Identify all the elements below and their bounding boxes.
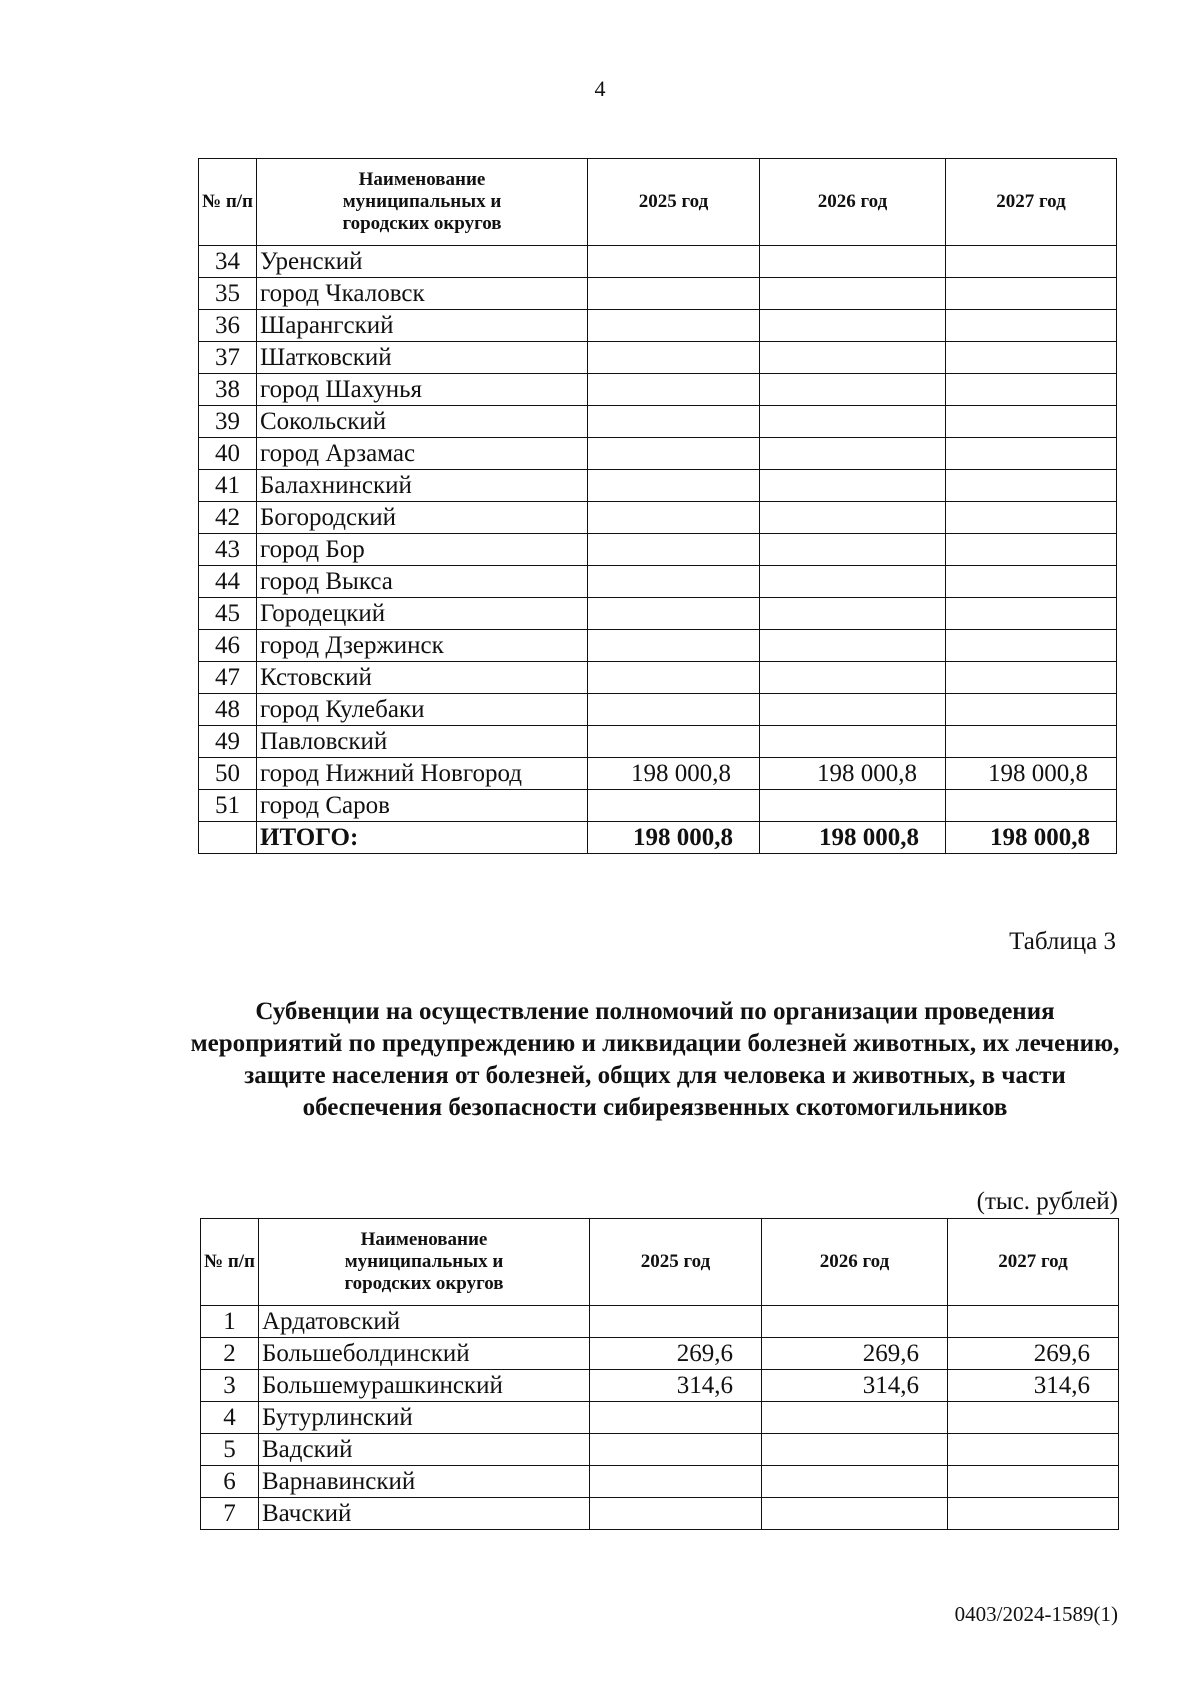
value-2025: 198 000,8	[588, 758, 760, 790]
value-2027	[948, 1434, 1119, 1466]
header-2025: 2025 год	[590, 1219, 762, 1306]
value-2026: 314,6	[762, 1370, 948, 1402]
header-num: № п/п	[201, 1219, 259, 1306]
value-2026	[760, 310, 946, 342]
district-name: город Арзамас	[257, 438, 588, 470]
value-2026	[760, 790, 946, 822]
value-2026	[760, 374, 946, 406]
units-label: (тыс. рублей)	[976, 1188, 1118, 1215]
value-2026	[762, 1306, 948, 1338]
table-row	[201, 1434, 1119, 1466]
row-number: 48	[199, 694, 257, 726]
district-name: Кстовский	[257, 662, 588, 694]
value-2025: 314,6	[590, 1370, 762, 1402]
value-2027	[946, 470, 1117, 502]
district-name: Балахнинский	[257, 470, 588, 502]
value-2027: 269,6	[948, 1338, 1119, 1370]
table-row	[199, 470, 1117, 502]
table-row	[199, 566, 1117, 598]
table-row	[201, 1338, 1119, 1370]
row-number: 6	[201, 1466, 259, 1498]
district-name: город Саров	[257, 790, 588, 822]
value-2027	[946, 310, 1117, 342]
value-2025	[588, 470, 760, 502]
row-number: 35	[199, 278, 257, 310]
value-2025	[590, 1498, 762, 1530]
table-row	[201, 1306, 1119, 1338]
district-name: Ардатовский	[259, 1306, 590, 1338]
row-number: 41	[199, 470, 257, 502]
row-number: 45	[199, 598, 257, 630]
district-name: Вадский	[259, 1434, 590, 1466]
value-2027	[946, 374, 1117, 406]
value-2026	[760, 726, 946, 758]
value-2027	[946, 438, 1117, 470]
value-2027	[946, 790, 1117, 822]
district-name: Богородский	[257, 502, 588, 534]
table-row	[199, 630, 1117, 662]
table-row	[201, 1498, 1119, 1530]
value-2025	[588, 566, 760, 598]
table-2	[200, 1218, 1119, 1530]
district-name: город Нижний Новгород	[257, 758, 588, 790]
header-2026: 2026 год	[762, 1219, 948, 1306]
row-number: 39	[199, 406, 257, 438]
district-name: город Шахунья	[257, 374, 588, 406]
table-row	[199, 534, 1117, 566]
table-row	[199, 374, 1117, 406]
value-2027	[946, 406, 1117, 438]
table-1	[198, 158, 1117, 854]
value-2027	[946, 598, 1117, 630]
value-2026	[760, 694, 946, 726]
value-2027	[946, 246, 1117, 278]
page-number: 4	[594, 76, 606, 101]
value-2026: 198 000,8	[760, 758, 946, 790]
header-2025: 2025 год	[588, 159, 760, 246]
header-2027: 2027 год	[948, 1219, 1119, 1306]
value-2027	[948, 1402, 1119, 1434]
value-2027	[946, 726, 1117, 758]
table-header-row	[199, 159, 1117, 246]
row-number: 47	[199, 662, 257, 694]
value-2025	[590, 1434, 762, 1466]
row-number: 7	[201, 1498, 259, 1530]
table-row	[201, 1402, 1119, 1434]
value-2027	[948, 1466, 1119, 1498]
table-caption: Таблица 3	[1009, 928, 1116, 955]
value-2026	[760, 246, 946, 278]
row-number: 2	[201, 1338, 259, 1370]
value-2027	[946, 502, 1117, 534]
value-2025	[588, 694, 760, 726]
value-2025	[588, 310, 760, 342]
table-row	[201, 1466, 1119, 1498]
row-number: 37	[199, 342, 257, 374]
district-name: Вачский	[259, 1498, 590, 1530]
value-2026	[760, 470, 946, 502]
table-row	[199, 438, 1117, 470]
row-number: 43	[199, 534, 257, 566]
value-2027	[946, 566, 1117, 598]
value-2025	[590, 1466, 762, 1498]
header-2026: 2026 год	[760, 159, 946, 246]
row-number: 42	[199, 502, 257, 534]
table-row	[199, 790, 1117, 822]
row-number: 34	[199, 246, 257, 278]
value-2027	[946, 630, 1117, 662]
district-name: город Выкса	[257, 566, 588, 598]
value-2026	[762, 1434, 948, 1466]
value-2026	[760, 598, 946, 630]
value-2026	[760, 502, 946, 534]
value-2025	[588, 598, 760, 630]
row-number: 49	[199, 726, 257, 758]
total-2025: 198 000,8	[588, 822, 760, 854]
value-2026	[760, 342, 946, 374]
table-row	[199, 694, 1117, 726]
doc-title: Субвенции на осуществление полномочий по организации проведения мероприятий по предупреждению и ликвидации болезней животных, их лечению, защите населения от болезней, общих для человека и животных, в части обеспечения безопасности сибиреязвенных скотомогильников	[190, 998, 1120, 1121]
row-number: 3	[201, 1370, 259, 1402]
value-2025	[588, 662, 760, 694]
value-2026	[760, 438, 946, 470]
row-number: 38	[199, 374, 257, 406]
table-row	[199, 278, 1117, 310]
row-number: 1	[201, 1306, 259, 1338]
value-2026	[760, 278, 946, 310]
table-header-row	[201, 1219, 1119, 1306]
value-2027: 198 000,8	[946, 758, 1117, 790]
table-row	[199, 726, 1117, 758]
district-name: Варнавинский	[259, 1466, 590, 1498]
row-number: 44	[199, 566, 257, 598]
value-2027	[946, 694, 1117, 726]
row-number: 5	[201, 1434, 259, 1466]
value-2025	[588, 790, 760, 822]
value-2026	[762, 1466, 948, 1498]
value-2027	[946, 278, 1117, 310]
value-2026: 269,6	[762, 1338, 948, 1370]
value-2025	[588, 374, 760, 406]
district-name: город Чкаловск	[257, 278, 588, 310]
table-row	[201, 1370, 1119, 1402]
total-2027: 198 000,8	[946, 822, 1117, 854]
value-2025	[588, 406, 760, 438]
row-number: 46	[199, 630, 257, 662]
district-name: Городецкий	[257, 598, 588, 630]
table-row	[199, 502, 1117, 534]
district-name: Павловский	[257, 726, 588, 758]
district-name: Большеболдинский	[259, 1338, 590, 1370]
total-label: ИТОГО:	[257, 822, 588, 854]
document-code: 0403/2024-1589(1)	[954, 1602, 1118, 1626]
value-2026	[762, 1498, 948, 1530]
district-name: город Дзержинск	[257, 630, 588, 662]
value-2025	[588, 246, 760, 278]
table-row	[199, 758, 1117, 790]
header-name: Наименование муниципальных и городских округов	[259, 1219, 590, 1306]
table-row	[199, 342, 1117, 374]
header-2027: 2027 год	[946, 159, 1117, 246]
row-number: 51	[199, 790, 257, 822]
district-name: Шатковский	[257, 342, 588, 374]
table-row	[199, 598, 1117, 630]
total-row	[199, 822, 1117, 854]
value-2025	[588, 534, 760, 566]
district-name: Бутурлинский	[259, 1402, 590, 1434]
value-2027	[948, 1498, 1119, 1530]
value-2026	[760, 566, 946, 598]
value-2027	[946, 662, 1117, 694]
district-name: Большемурашкинский	[259, 1370, 590, 1402]
row-number: 50	[199, 758, 257, 790]
row-number: 4	[201, 1402, 259, 1434]
table-row	[199, 310, 1117, 342]
value-2026	[760, 630, 946, 662]
value-2025	[588, 502, 760, 534]
total-num-empty	[199, 822, 257, 854]
value-2027	[946, 342, 1117, 374]
value-2025: 269,6	[590, 1338, 762, 1370]
value-2025	[588, 438, 760, 470]
value-2026	[762, 1402, 948, 1434]
value-2027: 314,6	[948, 1370, 1119, 1402]
value-2026	[760, 406, 946, 438]
value-2026	[760, 662, 946, 694]
table-row	[199, 246, 1117, 278]
header-num: № п/п	[199, 159, 257, 246]
value-2025	[588, 342, 760, 374]
value-2027	[948, 1306, 1119, 1338]
district-name: Шарангский	[257, 310, 588, 342]
value-2025	[588, 726, 760, 758]
table-row	[199, 406, 1117, 438]
total-2026: 198 000,8	[760, 822, 946, 854]
row-number: 36	[199, 310, 257, 342]
value-2026	[760, 534, 946, 566]
value-2025	[588, 278, 760, 310]
value-2027	[946, 534, 1117, 566]
header-name: Наименование муниципальных и городских округов	[257, 159, 588, 246]
district-name: город Бор	[257, 534, 588, 566]
district-name: город Кулебаки	[257, 694, 588, 726]
district-name: Уренский	[257, 246, 588, 278]
value-2025	[588, 630, 760, 662]
table-row	[199, 662, 1117, 694]
value-2025	[590, 1306, 762, 1338]
row-number: 40	[199, 438, 257, 470]
district-name: Сокольский	[257, 406, 588, 438]
value-2025	[590, 1402, 762, 1434]
